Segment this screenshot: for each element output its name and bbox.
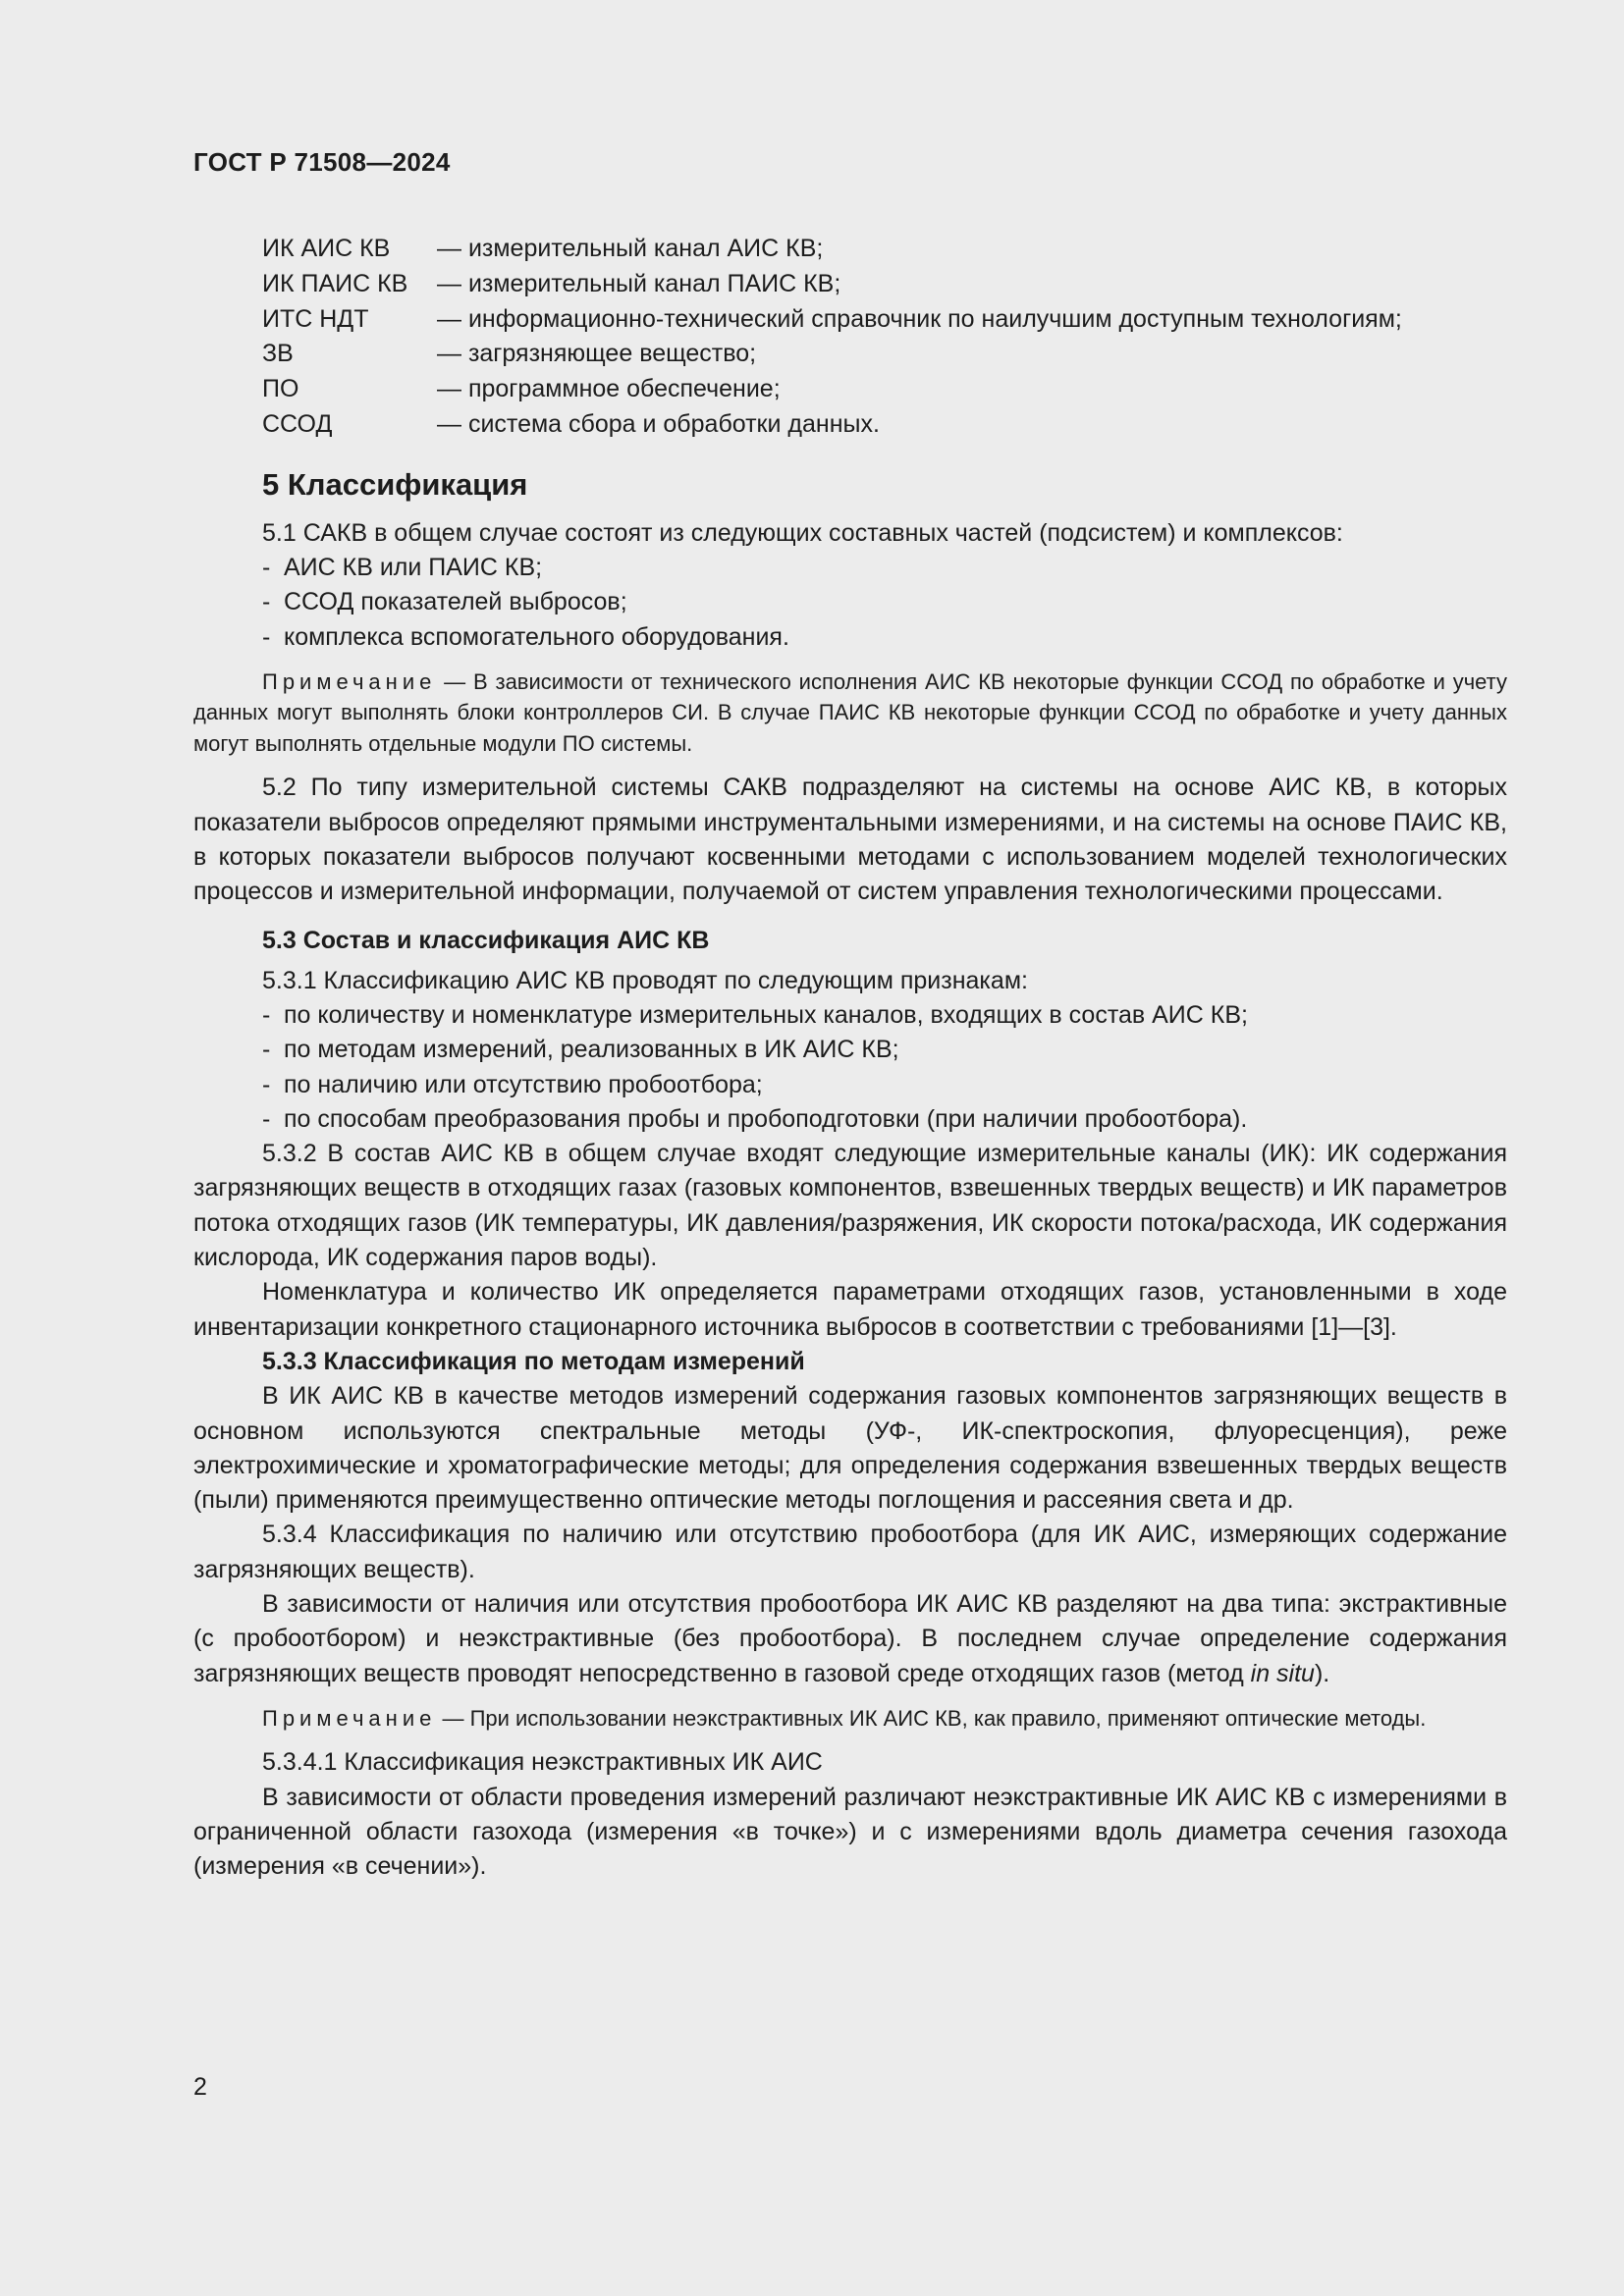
- list-item: - АИС КВ или ПАИС КВ;: [262, 551, 1507, 585]
- abbreviation-term: ИК АИС КВ: [262, 235, 391, 262]
- abbreviation-term: ИК ПАИС КВ: [262, 269, 408, 297]
- list-5-3-1: [193, 998, 1507, 1137]
- note-text: — При использовании неэкстрактивных ИК АИС КВ, как правило, применяют оптические методы.: [436, 1705, 1427, 1731]
- note-text: — В зависимости от технического исполнения АИС КВ некоторые функции ССОД по обработке и учету данных могут выполнять блоки контроллеров СИ. В случае ПАИС КВ некоторые функции ССОД по обработке и учету данных могут выполнять отдельные модули ПО системы.: [193, 668, 1507, 756]
- document-body: [193, 232, 1507, 1885]
- list-item: - по способам преобразования пробы и пробоподготовки (при наличии пробоотбора).: [262, 1102, 1507, 1137]
- paragraph-5-3-3: В ИК АИС КВ в качестве методов измерений содержания газовых компонентов загрязняющих веществ в основном используются спектральные методы (УФ-, ИК-спектроскопия, флуоресценция), реже электрохимические и хроматографические методы; для определения содержания взвешенных твердых веществ (пыли) применяются преимущественно оптические методы поглощения и рассеяния света и др.: [193, 1382, 1507, 1515]
- note-2: [193, 1703, 1507, 1735]
- note-label: Примечание: [262, 1705, 437, 1731]
- list-item: - по методам измерений, реализованных в ИК АИС КВ;: [262, 1033, 1507, 1067]
- abbreviation-term: ССОД: [262, 409, 333, 438]
- paragraph-5-2: 5.2 По типу измерительной системы САКВ подразделяют на системы на основе АИС КВ, в которых показатели выбросов определяют прямыми инструментальными измерениями, и на системы на основе ПАИС КВ, в которых показатели выбросов получают косвенными методами с использованием моделей технологических процессов и измерительной информации, получаемой от систем управления технологическими процессами.: [193, 774, 1507, 906]
- list-5-1: [193, 551, 1507, 655]
- abbreviation-definition: — программное обеспечение;: [437, 375, 781, 403]
- abbreviation-row: [262, 407, 1402, 443]
- list-item: - по количеству и номенклатуре измерительных каналов, входящих в состав АИС КВ;: [262, 998, 1507, 1033]
- list-item: - комплекса вспомогательного оборудования.: [262, 620, 1507, 655]
- abbreviation-definition: — измерительный канал АИС КВ;: [437, 235, 824, 262]
- abbreviation-row: [262, 302, 1402, 338]
- abbreviation-term: ПО: [262, 375, 299, 403]
- document-header: ГОСТ Р 71508—2024: [193, 147, 451, 177]
- paragraph-5-3-2: 5.3.2 В состав АИС КВ в общем случае входят следующие измерительные каналы (ИК): ИК содержания загрязняющих веществ в отходящих газах (газовых компонентов, взвешенных твердых веществ) и ИК параметров потока отходящих газов (ИК температуры, ИК давления/разряжения, ИК скорости потока/расхода, ИК содержания кислорода, ИК содержания паров воды).: [193, 1140, 1507, 1272]
- section-5-3-title: 5.3 Состав и классификация АИС КВ: [262, 926, 710, 954]
- note-1: [193, 667, 1507, 760]
- paragraph-5-3-4: 5.3.4 Классификация по наличию или отсутствию пробоотбора (для ИК АИС, измеряющих содержание загрязняющих веществ).: [193, 1521, 1507, 1583]
- abbreviation-row: [262, 232, 1402, 267]
- abbreviations-table: [262, 232, 1402, 443]
- abbreviation-definition: — измерительный канал ПАИС КВ;: [437, 269, 841, 297]
- section-5-title: 5 Классификация: [262, 466, 528, 502]
- section-5-3-3-title: 5.3.3 Классификация по методам измерений: [262, 1347, 805, 1375]
- paragraph-5-3-4-b: [193, 1587, 1507, 1691]
- paragraph-5-3-4-1-b: В зависимости от области проведения измерений различают неэкстрактивные ИК АИС КВ с измерениями в ограниченной области газохода (измерения «в точке») и с измерениями вдоль диаметра сечения газохода (измерения «в сечении»).: [193, 1783, 1507, 1881]
- abbreviation-row: [262, 267, 1402, 302]
- abbreviation-definition: — информационно-технический справочник по наилучшим доступным технологиям;: [437, 304, 1402, 333]
- italic-term: in situ: [1250, 1659, 1315, 1687]
- paragraph-5-3-4-1: 5.3.4.1 Классификация неэкстрактивных ИК АИС: [262, 1748, 823, 1777]
- abbreviation-definition: — система сбора и обработки данных.: [437, 409, 880, 438]
- note-label: Примечание: [262, 668, 437, 694]
- page-number: 2: [193, 2073, 207, 2101]
- abbreviation-row: [262, 337, 1402, 372]
- paragraph-5-1: 5.1 САКВ в общем случае состоят из следующих составных частей (подсистем) и комплексов:: [262, 518, 1343, 547]
- abbreviation-term: ЗВ: [262, 340, 294, 368]
- list-item: - по наличию или отсутствию пробоотбора;: [262, 1068, 1507, 1102]
- abbreviation-term: ИТС НДТ: [262, 304, 369, 333]
- paragraph-5-3-1: 5.3.1 Классификацию АИС КВ проводят по следующим признакам:: [262, 966, 1028, 994]
- text-run: ).: [1314, 1659, 1330, 1687]
- abbreviation-row: [262, 372, 1402, 407]
- abbreviation-definition: — загрязняющее вещество;: [437, 340, 757, 368]
- paragraph-5-3-2-b: Номенклатура и количество ИК определяется параметрами отходящих газов, установленными в ходе инвентаризации конкретного стационарного источника выбросов в соответствии с требованиями [1]—[3].: [193, 1278, 1507, 1341]
- text-run: В зависимости от наличия или отсутствия пробоотбора ИК АИС КВ разделяют на два типа: экстрактивные (с пробоотбором) и неэкстрактивные (без пробоотбора). В последнем случае определение содержания загрязняющих веществ проводят непосредственно в газовой среде отходящих газов (метод: [193, 1590, 1507, 1687]
- list-item: - ССОД показателей выбросов;: [262, 585, 1507, 619]
